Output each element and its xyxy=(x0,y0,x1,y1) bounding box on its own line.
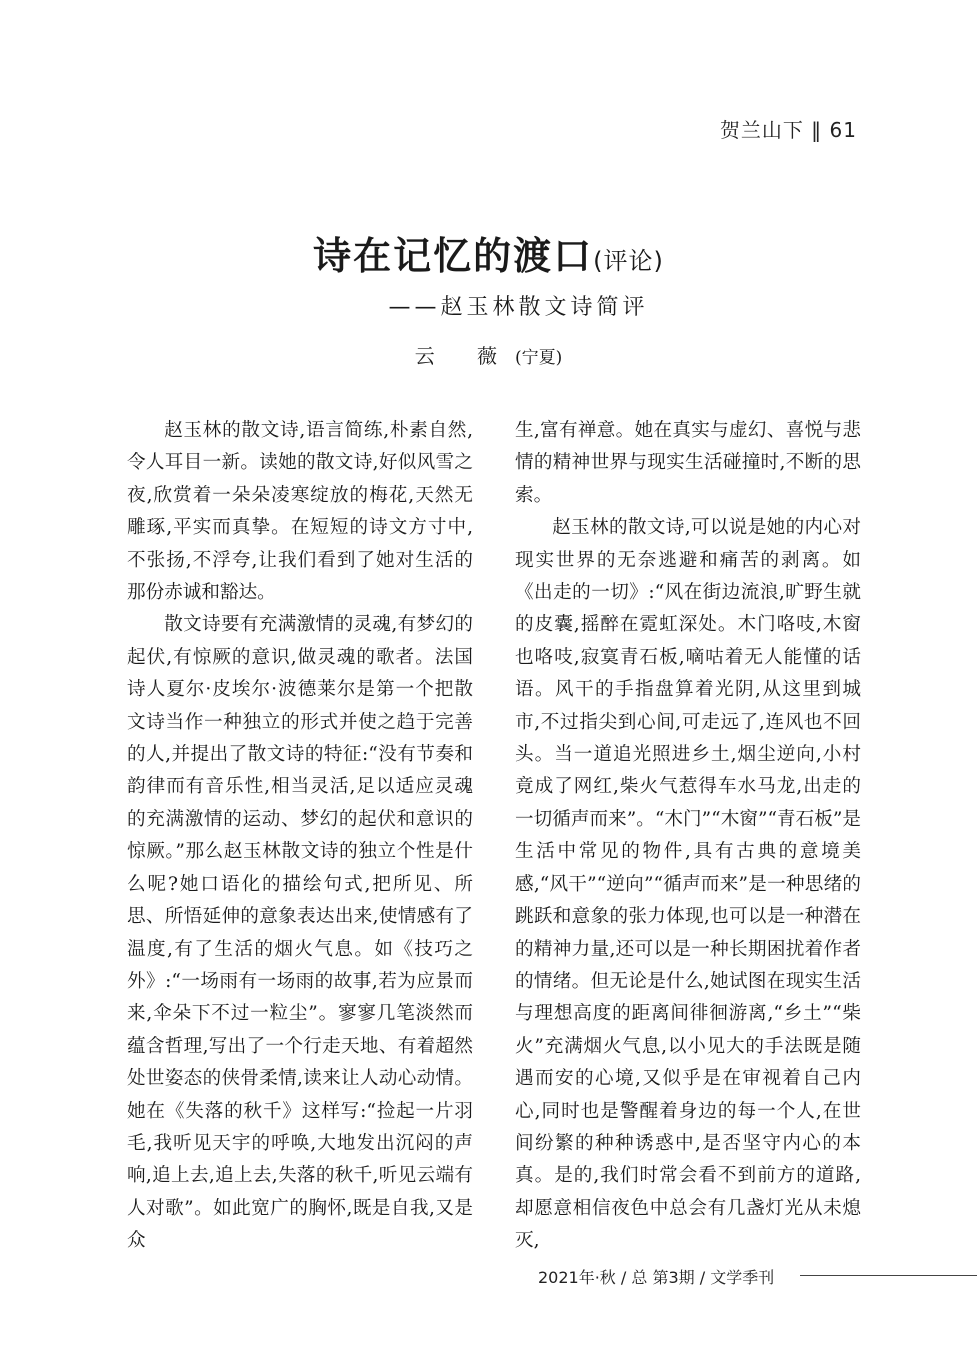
paragraph-continued: 生,富有禅意。她在真实与虚幻、喜悦与悲情的精神世界与现实生活碰撞时,不断的思索。 xyxy=(515,420,861,506)
author-region: (宁夏) xyxy=(515,348,563,368)
left-column xyxy=(127,415,473,1258)
article-title xyxy=(0,225,977,280)
running-head: 贺兰山下 ‖ 61 xyxy=(719,118,857,142)
footer-issue-info: 2021年·秋 / 总 第3期 / 文学季刊 xyxy=(538,1268,775,1287)
paragraph: 散文诗要有充满激情的灵魂,有梦幻的起伏,有惊厥的意识,做灵魂的歌者。法国诗人夏尔·皮埃尔·波德莱尔是第一个把散文诗当作一种独立的形式并使之趋于完善的人,并提出了散文诗的特征:“没有节奏和韵律而有音乐性,相当灵活,足以适应灵魂的充满激情的运动、梦幻的起伏和意识的惊厥。”那么赵玉林散文诗的独立个性是什么呢?她口语化的描绘句式,把所见、所思、所悟延伸的意象表达出来,使情感有了温度,有了生活的烟火气息。如《技巧之外》:“一场雨有一场雨的故事,若为应景而来,伞朵下不过一粒尘”。寥寥几笔淡然而蕴含哲理,写出了一个行走天地、有着超然处世姿态的侠骨柔情,读来让人动心动情。她在《失落的秋千》这样写:“捡起一片羽毛,我听见天宇的呼唤,大地发出沉闷的声响,追上去,追上去,失落的秋千,听见云端有人对歌”。如此宽广的胸怀,既是自我,又是众 xyxy=(127,614,473,1252)
title-genre: (评论) xyxy=(593,247,664,275)
title-block xyxy=(0,225,977,321)
paragraph: 赵玉林的散文诗,语言简练,朴素自然,令人耳目一新。读她的散文诗,好似风雪之夜,欣赏着一朵朵凌寒绽放的梅花,天然无雕琢,平实而真挚。在短短的诗文方寸中,不张扬,不浮夸,让我们看到了她对生活的那份赤诚和豁达。 xyxy=(127,420,473,604)
paragraph: 赵玉林的散文诗,可以说是她的内心对现实世界的无奈逃避和痛苦的剥离。如《出走的一切》:“风在街边流浪,旷野生就的皮囊,摇醉在霓虹深处。木门咯吱,木窗也咯吱,寂寞青石板,嘀咕着无人能懂的话语。风干的手指盘算着光阴,从这里到城市,不过指尖到心间,可走远了,连风也不回头。当一道追光照进乡土,烟尘逆向,小村竟成了网红,柴火气惹得车水马龙,出走的一切循声而来”。“木门”“木窗”“青石板”是生活中常见的物件,具有古典的意境美感,“风干”“逆向”“循声而来”是一种思绪的跳跃和意象的张力体现,也可以是一种潜在的精神力量,还可以是一种长期困扰着作者的情绪。但无论是什么,她试图在现实生活与理想高度的距离间徘徊游离,“乡土”“柴火”充满烟火气息,以小见大的手法既是随遇而安的心境,又似乎是在审视着自己内心,同时也是警醒着身边的每一个人,在世间纷繁的种种诱惑中,是否坚守内心的本真。是的,我们时常会看不到前方的道路,却愿意相信夜色中总会有几盏灯光从未熄灭, xyxy=(515,517,861,1252)
right-column xyxy=(515,415,861,1258)
author-name: 云 薇 xyxy=(414,344,516,368)
byline xyxy=(0,340,977,369)
article-subtitle: ——赵玉林散文诗简评 xyxy=(388,295,649,320)
footer-rule xyxy=(800,1275,977,1276)
title-main: 诗在记忆的渡口 xyxy=(313,234,594,278)
